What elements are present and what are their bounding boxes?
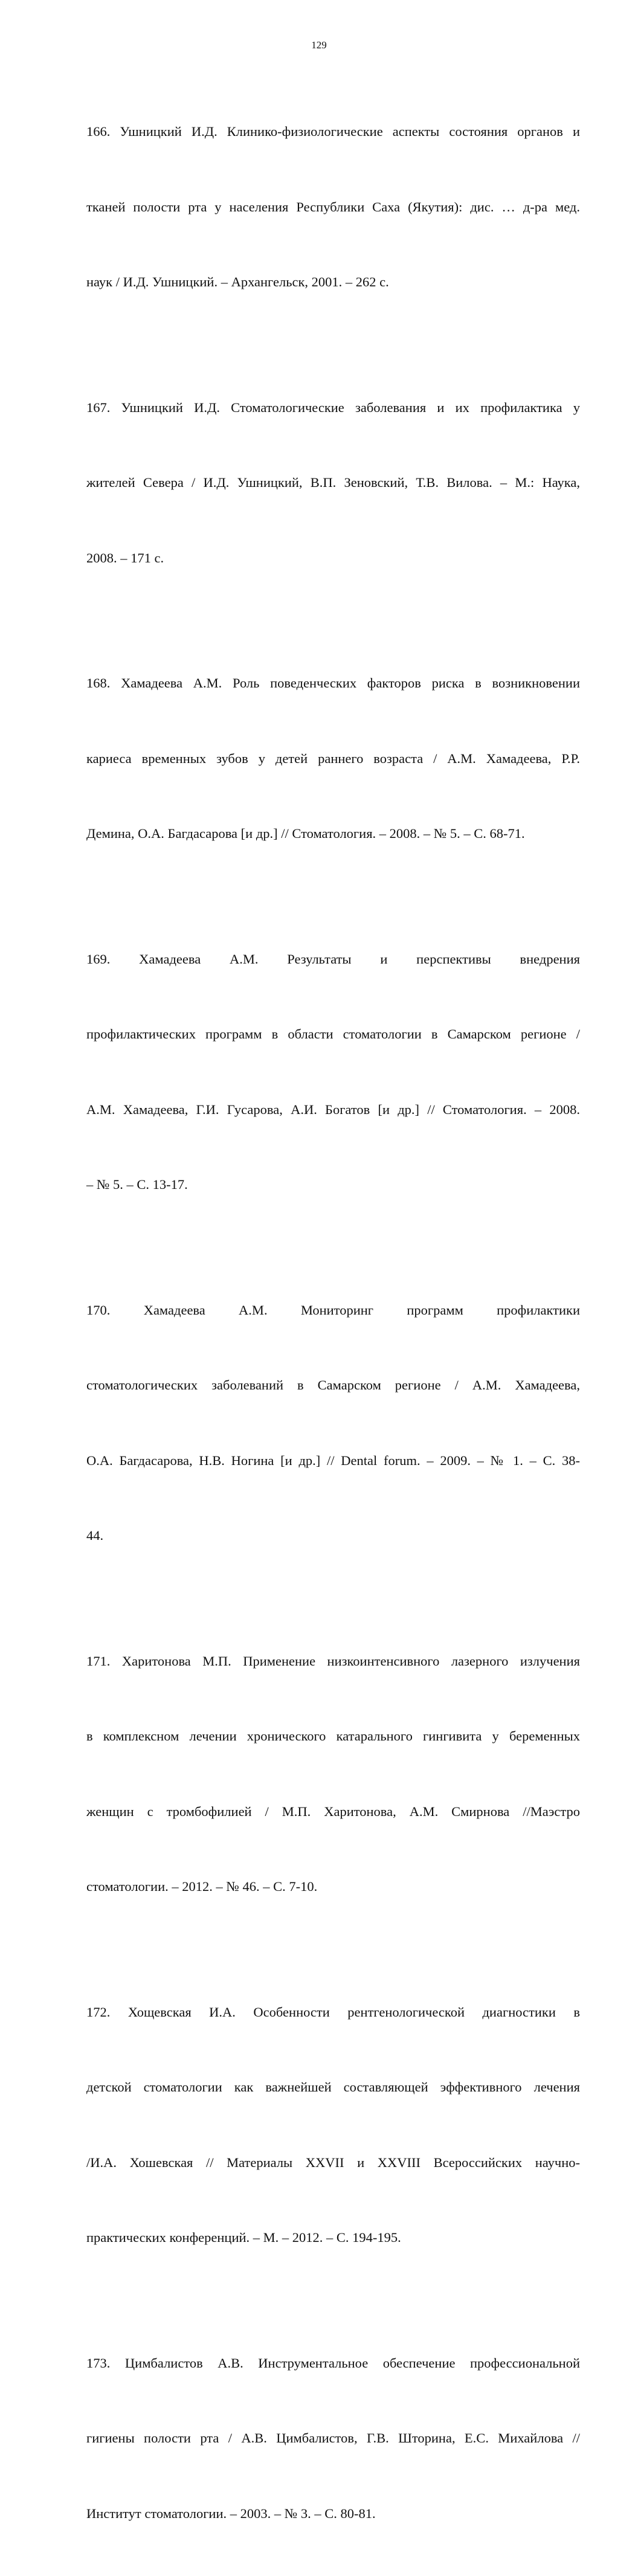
reference-line: наук / И.Д. Ушницкий. – Архангельск, 2001. – 262 с.	[86, 269, 580, 295]
reference-line: 173. Цимбалистов А.В. Инструментальное обеспечение профессиональной	[86, 2351, 580, 2376]
reference-entry-172	[86, 1950, 580, 2301]
reference-line: – № 5. – С. 13-17.	[86, 1172, 580, 1197]
reference-line: 171. Харитонова М.П. Применение низкоинтенсивного лазерного излучения	[86, 1649, 580, 1674]
reference-line: стоматологических заболеваний в Самарском регионе / А.М. Хамадеева,	[86, 1373, 580, 1398]
reference-line: кариеса временных зубов у детей раннего возраста / А.М. Хамадеева, Р.Р.	[86, 746, 580, 771]
reference-line: Демина, О.А. Багдасарова [и др.] // Стоматология. – 2008. – № 5. – С. 68-71.	[86, 821, 580, 846]
document-page	[0, 0, 628, 889]
reference-entry-167	[86, 345, 580, 621]
reference-line: практических конференций. – М. – 2012. – С. 194-195.	[86, 2225, 580, 2250]
reference-line: А.М. Хамадеева, Г.И. Гусарова, А.И. Богатов [и др.] // Стоматология. – 2008.	[86, 1097, 580, 1122]
reference-list	[86, 69, 580, 2576]
reference-line: 44.	[86, 1523, 580, 1548]
reference-line: 167. Ушницкий И.Д. Стоматологические заболевания и их профилактика у	[86, 395, 580, 420]
reference-line: 172. Хощевская И.А. Особенности рентгенологической диагностики в	[86, 2000, 580, 2025]
reference-entry-173	[86, 2301, 580, 2576]
reference-line: 166. Ушницкий И.Д. Клинико-физиологические аспекты состояния органов и	[86, 119, 580, 144]
reference-line: гигиены полости рта / А.В. Цимбалистов, Г.В. Шторина, Е.С. Михайлова //	[86, 2426, 580, 2451]
reference-line: профилактических программ в области стоматологии в Самарском регионе /	[86, 1022, 580, 1047]
reference-line: стоматологии. – 2012. – № 46. – С. 7-10.	[86, 1874, 580, 1899]
reference-entry-166	[86, 69, 580, 345]
reference-line: женщин с тромбофилией / М.П. Харитонова, А.М. Смирнова //Маэстро	[86, 1799, 580, 1824]
reference-entry-171	[86, 1599, 580, 1950]
reference-line: 168. Хамадеева А.М. Роль поведенческих факторов риска в возникновении	[86, 671, 580, 696]
reference-line: в комплексном лечении хронического катарального гингивита у беременных	[86, 1724, 580, 1749]
reference-entry-168	[86, 620, 580, 897]
reference-entry-170	[86, 1248, 580, 1599]
reference-line: /И.А. Хошевская // Материалы XXVII и XXVIII Всероссийских научно-	[86, 2150, 580, 2175]
reference-line: 2008. – 171 с.	[86, 546, 580, 571]
page-number: 129	[0, 39, 638, 52]
reference-line: 170. Хамадеева А.М. Мониторинг программ профилактики	[86, 1298, 580, 1323]
reference-line: жителей Севера / И.Д. Ушницкий, В.П. Зеновский, Т.В. Вилова. – М.: Наука,	[86, 470, 580, 495]
reference-line: О.А. Багдасарова, Н.В. Ногина [и др.] // Dental forum. – 2009. – № 1. – С. 38-	[86, 1448, 580, 1473]
reference-line: 169. Хамадеева А.М. Результаты и перспективы внедрения	[86, 947, 580, 972]
reference-line: детской стоматологии как важнейшей составляющей эффективного лечения	[86, 2075, 580, 2100]
reference-line: Институт стоматологии. – 2003. – № 3. – С. 80-81.	[86, 2501, 580, 2526]
reference-line: тканей полости рта у населения Республики Саха (Якутия): дис. … д-ра мед.	[86, 195, 580, 220]
reference-entry-169	[86, 897, 580, 1248]
